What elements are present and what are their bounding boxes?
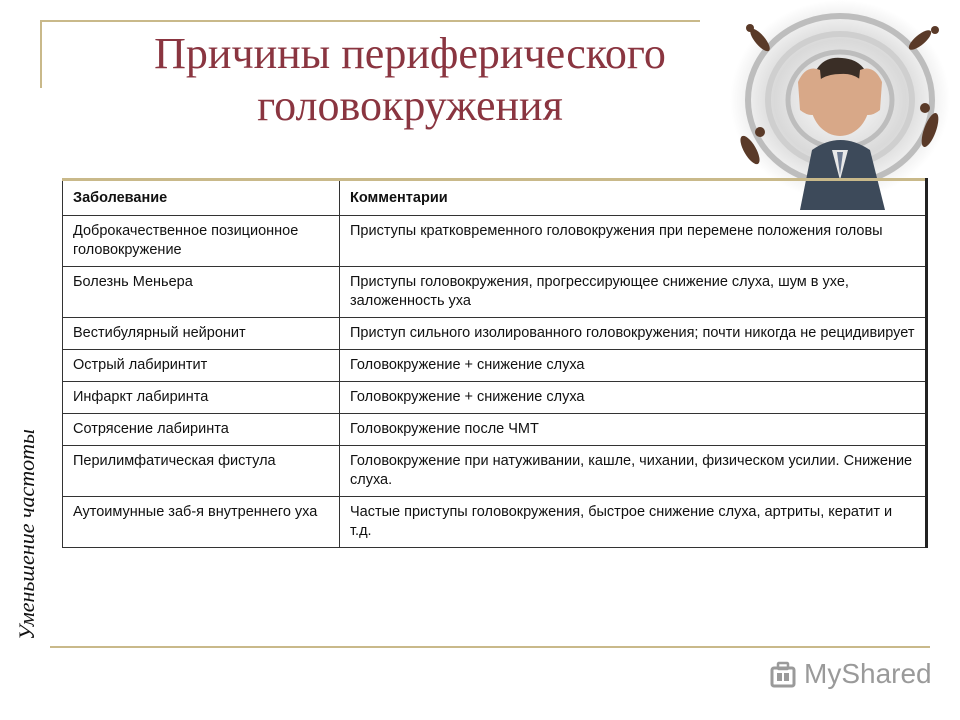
disease-cell: Доброкачественное позиционное головокружение <box>63 216 340 267</box>
disease-cell: Аутоимунные заб-я внутреннего уха <box>63 497 340 548</box>
comment-cell: Головокружение + снижение слуха <box>340 350 927 382</box>
comment-cell: Частые приступы головокружения, быстрое снижение слуха, артриты, кератит и т.д. <box>340 497 927 548</box>
header-comments: Комментарии <box>340 180 927 216</box>
disease-cell: Инфаркт лабиринта <box>63 382 340 414</box>
title-line-1: Причины периферического <box>154 29 666 78</box>
table-row <box>63 216 927 267</box>
causes-table <box>62 178 928 548</box>
comment-cell: Головокружение после ЧМТ <box>340 414 927 446</box>
table-row <box>63 318 927 350</box>
disease-cell: Вестибулярный нейронит <box>63 318 340 350</box>
frame-bottom-line <box>50 646 930 648</box>
disease-cell: Сотрясение лабиринта <box>63 414 340 446</box>
table-row <box>63 267 927 318</box>
header-disease: Заболевание <box>63 180 340 216</box>
table-row <box>63 350 927 382</box>
watermark-text: MyShared <box>804 658 932 689</box>
frame-left-line <box>40 20 42 88</box>
comment-cell: Приступы кратковременного головокружения при перемене положения головы <box>340 216 927 267</box>
disease-cell: Острый лабиринтит <box>63 350 340 382</box>
comment-cell: Головокружение + снижение слуха <box>340 382 927 414</box>
table-row <box>63 382 927 414</box>
frame-top-line <box>40 20 700 22</box>
watermark-logo-icon <box>768 660 800 694</box>
table-header-row <box>63 180 927 216</box>
disease-cell: Перилимфатическая фистула <box>63 446 340 497</box>
frequency-axis-label: Уменьшение частоты <box>14 429 39 640</box>
slide-title <box>60 28 760 132</box>
watermark <box>768 656 932 696</box>
table-row <box>63 414 927 446</box>
disease-cell: Болезнь Меньера <box>63 267 340 318</box>
comment-cell: Приступ сильного изолированного головокружения; почти никогда не рецидивирует <box>340 318 927 350</box>
comment-cell: Головокружение при натуживании, кашле, чихании, физическом усилии. Снижение слуха. <box>340 446 927 497</box>
table-row <box>63 446 927 497</box>
table-row <box>63 497 927 548</box>
comment-cell: Приступы головокружения, прогрессирующее снижение слуха, шум в ухе, заложенность уха <box>340 267 927 318</box>
title-line-2: головокружения <box>257 81 563 130</box>
